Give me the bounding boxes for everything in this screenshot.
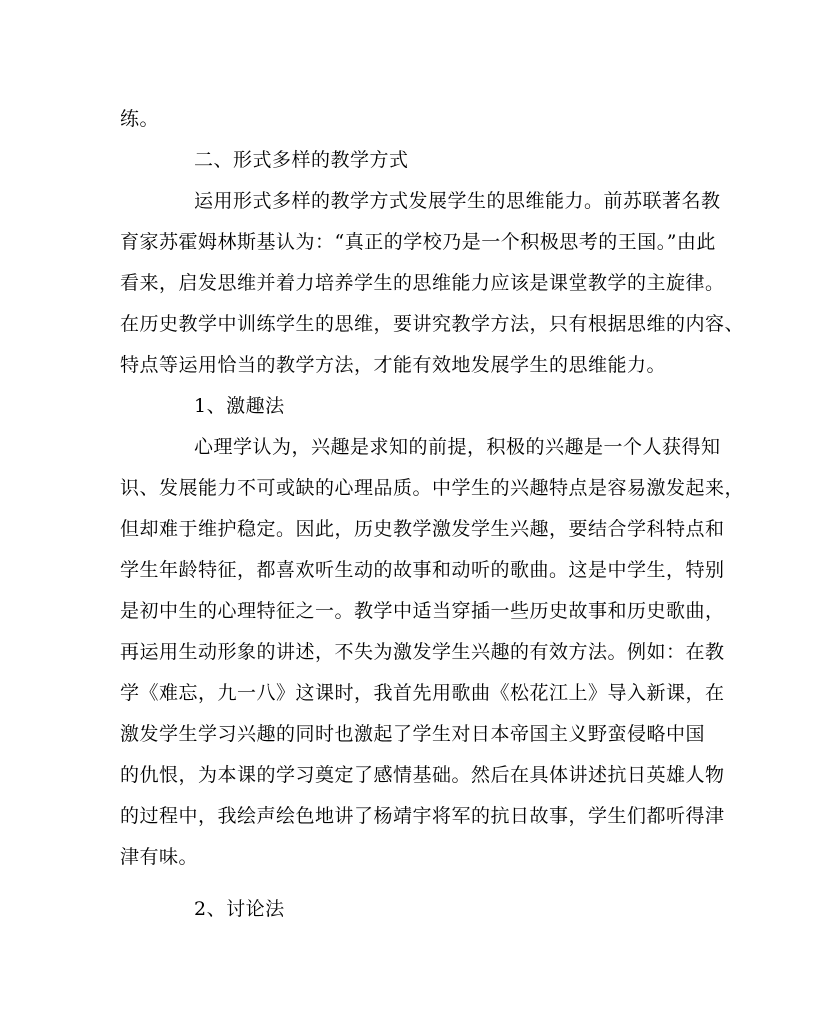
text-line: 的仇恨，为本课的学习奠定了感情基础。然后在具体讲述抗日英雄人物 — [120, 764, 725, 786]
text-line: 运用形式多样的教学方式发展学生的思维能力。前苏联著名教 — [194, 190, 721, 212]
text-line: 津有味。 — [120, 846, 199, 868]
text-line: 特点等运用恰当的教学方法，才能有效地发展学生的思维能力。 — [120, 354, 667, 376]
text-line: 是初中生的心理特征之一。教学中适当穿插一些历史故事和历史歌曲， — [120, 600, 725, 622]
subsection-heading: 2、讨论法 — [194, 898, 285, 920]
section-heading: 二、形式多样的教学方式 — [194, 149, 409, 171]
text-line: 激发学生学习兴趣的同时也激起了学生对日本帝国主义野蛮侵略中国 — [120, 723, 706, 745]
text-line: 的过程中，我绘声绘色地讲了杨靖宇将军的抗日故事，学生们都听得津 — [120, 805, 725, 827]
text-line: 看来，启发思维并着力培养学生的思维能力应该是课堂教学的主旋律。 — [120, 272, 725, 294]
text-line: 练。 — [120, 108, 160, 130]
text-line: 学生年龄特征，都喜欢听生动的故事和动听的歌曲。这是中学生，特别 — [120, 559, 725, 581]
subsection-heading: 1、激趣法 — [194, 395, 285, 417]
text-line: 再运用生动形象的讲述，不失为激发学生兴趣的有效方法。例如：在教 — [120, 641, 725, 663]
text-line: 育家苏霍姆林斯基认为：“真正的学校乃是一个积极思考的王国。”由此 — [120, 231, 716, 253]
text-line: 识、发展能力不可或缺的心理品质。中学生的兴趣特点是容易激发起来， — [120, 477, 745, 499]
text-line: 在历史教学中训练学生的思维，要讲究教学方法，只有根据思维的内容、 — [120, 313, 745, 335]
text-line: 学《难忘，九一八》这课时，我首先用歌曲《松花江上》导入新课，在 — [120, 682, 725, 704]
text-line: 心理学认为，兴趣是求知的前提，积极的兴趣是一个人获得知 — [194, 436, 721, 458]
text-line: 但却难于维护稳定。因此，历史教学激发学生兴趣，要结合学科特点和 — [120, 518, 725, 540]
